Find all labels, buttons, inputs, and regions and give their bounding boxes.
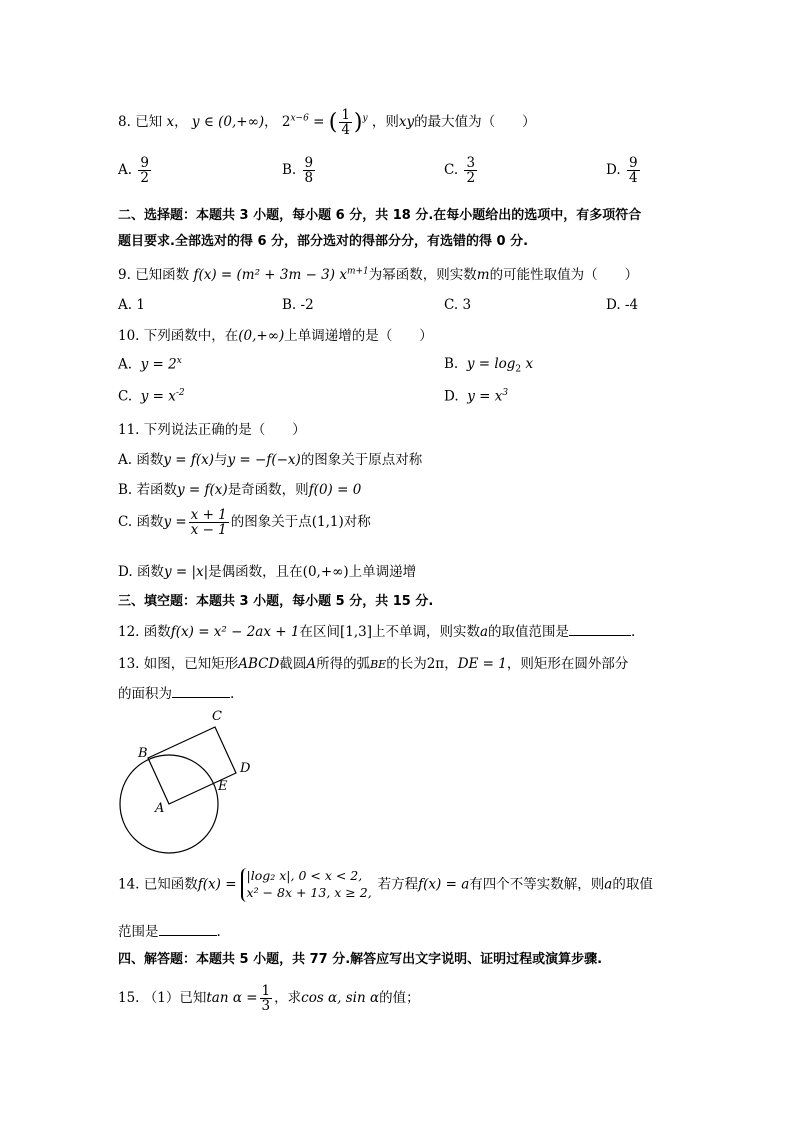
option-label: C. (118, 514, 133, 531)
q14-text: 的取值 (612, 876, 653, 893)
option-text: 若函数 (136, 482, 178, 498)
option-label: B. (444, 356, 459, 372)
option-label: D. (606, 162, 621, 179)
q13-circle: A (306, 656, 317, 672)
option-label: C. (444, 297, 459, 313)
q13-label-a: A (155, 801, 165, 816)
frac-den: 8 (304, 170, 314, 187)
q8-var-x: x (166, 114, 175, 131)
q9-text: 的可能性取值为（ ） (489, 267, 639, 283)
option-label: B. (118, 482, 133, 498)
q12-answer-blank[interactable] (569, 623, 631, 636)
q8-option-a[interactable] (118, 156, 153, 185)
q13-circle-shape (120, 755, 218, 853)
q14-text: 若方程 (377, 876, 419, 893)
q13-text: 所得的弧 (316, 656, 371, 672)
q9-function: f(x) = (m² + 3m − 3) x (193, 267, 347, 283)
option-label: B. (282, 162, 297, 179)
q8-paren-right: ) (353, 110, 363, 136)
option-expr: y = |x| (163, 564, 209, 580)
option-text: 对称 (343, 514, 371, 531)
q12-text: 12. 函数 (118, 624, 171, 640)
q13-text: 截圆 (279, 656, 307, 672)
q14-piecewise (241, 868, 372, 902)
option-fraction (303, 156, 316, 185)
q8-sep: ， (264, 114, 278, 131)
q14-text: 有四个不等实数解，则 (469, 876, 605, 893)
frac-den: 4 (628, 170, 638, 187)
q8-var-xy: xy (398, 114, 415, 131)
option-sub: 2 (515, 364, 522, 375)
section2-heading: 二、选择题：本题共 3 小题，每小题 6 分，共 18 分.在每小题给出的选项中，有多项符合 (118, 208, 642, 223)
section4-heading: 四、解答题：本题共 5 小题，共 77 分.解答应写出文字说明、证明过程或演算步骤. (118, 952, 603, 967)
option-sup: x (176, 356, 182, 366)
q9-var-m: m (476, 267, 490, 283)
q14-text: 范围是 (118, 924, 159, 940)
q11-option-c[interactable] (118, 508, 371, 537)
q12-text: 的取值范围是 (488, 624, 570, 640)
option-expr: y = log (466, 356, 516, 372)
q14-case1: |log₂ x|, 0 < x < 2, (246, 868, 363, 883)
q14-answer-blank[interactable] (159, 923, 217, 936)
q14-lhs: f(x) = (197, 876, 237, 893)
frac-num: 3 (466, 155, 476, 171)
q13-stem-cont (118, 682, 234, 702)
option-text: 上单调递增 (348, 564, 417, 580)
option-sup: -2 (175, 388, 185, 398)
q13-text: ，则矩形在圆外部分 (506, 656, 629, 672)
q13-text: 的面积为 (118, 686, 172, 702)
q13-end: . (230, 686, 235, 702)
q8-number: 8. (118, 114, 131, 131)
q13-rectangle-shape (148, 727, 236, 804)
q13-arc: BE (370, 658, 387, 671)
q9-number: 9. (118, 267, 131, 283)
option-expr: y = x (140, 388, 176, 405)
option-text: 函数 (136, 564, 164, 580)
option-label: A. (118, 356, 133, 373)
q13-text: 13. 如图，已知矩形 (118, 656, 239, 672)
frac-num: 9 (140, 155, 149, 171)
q13-label-e: E (218, 779, 228, 794)
option-value: -4 (624, 297, 639, 313)
q10-option-d[interactable] (444, 388, 508, 405)
q13-label-d: D (240, 761, 251, 776)
q8-frac-num: 1 (341, 107, 350, 123)
q12-text: 上不单调，则实数 (371, 624, 480, 640)
q8-eq: = (313, 114, 325, 131)
q10-option-a[interactable] (118, 356, 182, 373)
q8-domain: y ∈ (0,+∞) (191, 114, 265, 131)
q8-text: 已知 (135, 114, 163, 131)
frac-den: 2 (466, 170, 476, 187)
frac-den: 2 (140, 170, 149, 187)
q8-option-c[interactable] (444, 156, 479, 185)
q14-case2: x² − 8x + 13, x ≥ 2, (246, 884, 372, 900)
q12-text: 在区间 (299, 624, 340, 640)
option-text: 函数 (136, 452, 164, 468)
frac-den: x − 1 (190, 522, 227, 539)
option-text: 与 (214, 452, 228, 468)
option-value: 3 (462, 297, 472, 313)
q15-text: ，求 (274, 990, 302, 1007)
q9-option-b[interactable] (282, 297, 314, 313)
option-fraction (627, 156, 640, 185)
q8-fraction (339, 108, 352, 137)
option-expr: y = −f(−x) (227, 452, 301, 468)
q13-rect: ABCD (238, 656, 280, 672)
q12-stem (118, 620, 635, 640)
frac-den: 3 (261, 998, 271, 1015)
q8-exp: x−6 (290, 113, 309, 124)
q8-sep: ， (174, 114, 188, 131)
q12-function: f(x) = x² − 2ax + 1 (170, 624, 300, 640)
q9-text: 为幂函数，则实数 (368, 267, 477, 283)
q8-frac-den: 4 (341, 122, 350, 139)
option-expr: y = 2 (140, 356, 177, 373)
frac-num: 9 (628, 155, 638, 171)
q13-de: DE = 1 (457, 656, 507, 672)
option-expr: y = x (467, 388, 503, 405)
q9-option-c[interactable] (444, 297, 471, 313)
q9-exp: m+1 (346, 266, 369, 277)
option-label: C. (118, 388, 133, 405)
q9-text: 已知函数 (135, 267, 190, 283)
frac-num: x + 1 (190, 507, 227, 523)
q12-interval: [1,3] (339, 624, 372, 640)
q14-stem-cont (118, 920, 221, 940)
option-label: C. (444, 162, 459, 179)
q11-option-b[interactable] (118, 478, 361, 498)
section3-heading: 三、填空题：本题共 3 小题，每小题 5 分，共 15 分. (118, 594, 434, 609)
option-fraction (189, 508, 229, 537)
option-label: D. (444, 388, 459, 405)
q13-text: ， (444, 656, 458, 672)
q14-stem (118, 868, 653, 902)
option-text: 函数 (136, 514, 164, 531)
option-label: A. (118, 452, 133, 468)
option-label: B. (282, 297, 297, 313)
q13-label-b: B (138, 746, 148, 761)
q12-end: . (631, 624, 636, 640)
q15-tan: tan α = (206, 990, 258, 1007)
q14-eq: f(x) = a (418, 876, 470, 893)
option-fraction (464, 156, 477, 185)
option-text: 的图象关于点 (230, 514, 312, 531)
frac-num: 1 (261, 983, 271, 999)
option-sup: 3 (502, 388, 509, 398)
q15-text: 15. （1）已知 (118, 990, 207, 1007)
option-interval: (0,+∞) (302, 564, 349, 580)
q13-label-c: C (212, 709, 222, 724)
q10-option-c[interactable] (118, 388, 185, 405)
q13-length: 2π (426, 656, 445, 672)
q11-stem: 11. 下列说法正确的是（ ） (118, 422, 306, 438)
q9-option-d[interactable] (606, 297, 638, 313)
option-point: (1,1) (311, 514, 344, 531)
q10-interval: (0,+∞) (238, 328, 285, 344)
q14-text: 14. 已知函数 (118, 876, 198, 893)
q11-option-d[interactable] (118, 560, 416, 580)
option-label: A. (118, 297, 133, 313)
q15-trig: cos α, sin α (301, 990, 380, 1007)
q8-stem (118, 108, 536, 137)
q10-stem (118, 324, 433, 344)
option-expr: y = f(x) (163, 452, 215, 468)
option-expr: y = (163, 514, 187, 531)
option-label: D. (118, 564, 133, 580)
option-label: D. (606, 297, 621, 313)
q14-end: . (216, 924, 221, 940)
option-text: 是奇函数，则 (227, 482, 309, 498)
option-fraction (138, 156, 151, 185)
option-value: -2 (300, 297, 314, 313)
section2-heading-cont: 题目要求.全部选对的得 6 分，部分选对的得部分分，有选错的得 0 分. (118, 234, 529, 249)
q15-stem (118, 984, 420, 1013)
q8-text: 的最大值为（ ） (414, 114, 536, 131)
q8-text: ，则 (371, 114, 399, 131)
option-text: 的图象关于原点对称 (300, 452, 423, 468)
option-label: A. (118, 162, 133, 179)
option-tail: x (521, 356, 534, 372)
option-expr: y = f(x) (177, 482, 228, 498)
q15-fraction (260, 984, 273, 1013)
q8-paren-left: ( (328, 110, 338, 136)
q14-var-a: a (604, 876, 613, 893)
q10-text: 10. 下列函数中，在 (118, 328, 239, 344)
option-value: 1 (136, 297, 145, 313)
q9-stem (118, 263, 638, 283)
q13-text: 的长为 (386, 656, 427, 672)
q8-option-d[interactable] (606, 156, 642, 185)
q9-option-a[interactable] (118, 297, 145, 313)
q13-answer-blank[interactable] (172, 685, 230, 698)
q10-text: 上单调递增的是（ ） (284, 328, 433, 344)
option-expr: f(0) = 0 (308, 482, 362, 498)
q12-var-a: a (479, 624, 489, 640)
q15-text: 的值； (379, 990, 420, 1007)
frac-num: 9 (304, 155, 314, 171)
q13-stem (118, 652, 628, 672)
q11-option-a[interactable] (118, 448, 422, 468)
q8-option-b[interactable] (282, 156, 317, 185)
q8-exp-y: y (362, 113, 368, 124)
option-text: 是偶函数，且在 (208, 564, 303, 580)
q8-base: 2 (281, 114, 291, 131)
q10-option-b[interactable] (444, 356, 533, 375)
